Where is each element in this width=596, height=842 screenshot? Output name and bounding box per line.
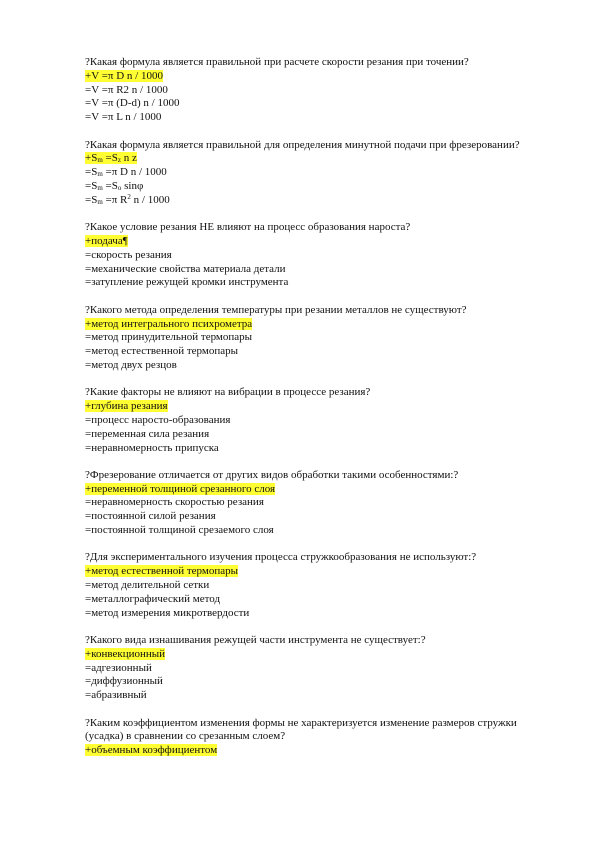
answer-option bbox=[85, 166, 525, 180]
correct-answer bbox=[85, 565, 525, 579]
answer-text: =метод естественной термопары bbox=[85, 345, 238, 358]
answer-text: =металлографический метод bbox=[85, 592, 221, 605]
correct-answer bbox=[85, 483, 525, 497]
answer-option bbox=[85, 524, 525, 538]
answer-text: +конвекционный bbox=[85, 647, 166, 660]
question-block bbox=[85, 56, 525, 125]
question-text: ?Какое условие резания НЕ влияют на процесс образования нароста? bbox=[85, 221, 411, 234]
answer-text: =неравномерность припуска bbox=[85, 441, 219, 454]
correct-answer bbox=[85, 400, 525, 414]
answer-text: $+S_m =S_z$ n z bbox=[85, 152, 137, 165]
correct-answer bbox=[85, 70, 525, 84]
answer-option bbox=[85, 607, 525, 621]
question-block bbox=[85, 386, 525, 455]
answer-option bbox=[85, 662, 525, 676]
answer-text: +объемным коэффициентом bbox=[85, 744, 218, 757]
answer-text: +метод интегрального психрометра bbox=[85, 317, 253, 330]
answer-text: +V =π D n / 1000 bbox=[85, 69, 163, 82]
answer-option bbox=[85, 111, 525, 125]
answer-option bbox=[85, 249, 525, 263]
question-block bbox=[85, 551, 525, 620]
answer-text: $=S_m =\pi$ D n / 1000 bbox=[85, 166, 167, 179]
answer-text: $=S_m =\pi$ $R^2$ n / 1000 bbox=[85, 192, 170, 206]
question-block bbox=[85, 139, 525, 208]
answer-text: =метод принудительной термопары bbox=[85, 331, 253, 344]
answer-option bbox=[85, 442, 525, 456]
answer-text: =V =π (D-d) n / 1000 bbox=[85, 97, 180, 110]
answer-option bbox=[85, 276, 525, 290]
answer-text: =адгезионный bbox=[85, 661, 152, 674]
correct-answer bbox=[85, 152, 525, 166]
answer-option bbox=[85, 345, 525, 359]
question-text: ?Какая формула является правильной при расчете скорости резания при точении? bbox=[85, 56, 469, 68]
correct-answer bbox=[85, 235, 525, 249]
answer-text: =переменная сила резания bbox=[85, 427, 210, 440]
question-text: ?Для экспериментального изучения процесса стружкообразования не используют:? bbox=[85, 551, 477, 564]
answer-option bbox=[85, 414, 525, 428]
correct-answer bbox=[85, 744, 525, 758]
correct-answer bbox=[85, 648, 525, 662]
question-block bbox=[85, 634, 525, 703]
answer-text: +метод естественной термопары bbox=[85, 565, 238, 578]
answer-option bbox=[85, 97, 525, 111]
answer-option bbox=[85, 331, 525, 345]
answer-option bbox=[85, 593, 525, 607]
question-block bbox=[85, 717, 525, 758]
answer-text: =метод делительной сетки bbox=[85, 579, 210, 592]
question-text: ?Какие факторы не влияют на вибрации в процессе резания? bbox=[85, 386, 371, 399]
answer-text: =постоянной толщиной срезаемого слоя bbox=[85, 524, 274, 537]
correct-answer bbox=[85, 318, 525, 332]
answer-text: +подача¶ bbox=[85, 234, 128, 247]
answer-option bbox=[85, 359, 525, 373]
answer-option bbox=[85, 263, 525, 277]
answer-text: =метод измерения микротвердости bbox=[85, 606, 250, 619]
question-text: ?Какого вида изнашивания режущей части инструмента не существует:? bbox=[85, 634, 426, 647]
question-text: ?Какого метода определения температуры при резании металлов не существуют? bbox=[85, 303, 467, 316]
answer-option bbox=[85, 180, 525, 194]
answer-option bbox=[85, 689, 525, 703]
answer-option bbox=[85, 510, 525, 524]
answer-option bbox=[85, 496, 525, 510]
answer-option bbox=[85, 675, 525, 689]
answer-text: =неравномерность скоростью резания bbox=[85, 496, 264, 509]
answer-text: =абразивный bbox=[85, 689, 147, 702]
question-text: ?Каким коэффициентом изменения формы не характеризуется изменение размеров стружки (усадка) в сравнении со срезанным слоем? bbox=[85, 716, 517, 743]
answer-option bbox=[85, 84, 525, 98]
question-block bbox=[85, 469, 525, 538]
question-text: ?Фрезерование отличается от других видов обработки такими особенностями:? bbox=[85, 468, 459, 481]
answer-text: =процесс наросто-образования bbox=[85, 413, 231, 426]
answer-text: =V =π L n / 1000 bbox=[85, 111, 162, 124]
answer-text: =скорость резания bbox=[85, 248, 172, 261]
answer-option bbox=[85, 194, 525, 208]
answer-text: +глубина резания bbox=[85, 400, 168, 413]
question-list bbox=[85, 56, 525, 772]
answer-text: =V =π R2 n / 1000 bbox=[85, 83, 168, 96]
question-text: ?Какая формула является правильной для определения минутной подачи при фрезеровании? bbox=[85, 138, 520, 151]
answer-text: $=S_m =S_o$ sinφ bbox=[85, 179, 144, 192]
answer-text: +переменной толщиной срезанного слоя bbox=[85, 482, 276, 495]
answer-text: =метод двух резцов bbox=[85, 358, 177, 371]
answer-text: =затупление режущей кромки инструмента bbox=[85, 276, 289, 289]
question-block bbox=[85, 221, 525, 290]
question-block bbox=[85, 304, 525, 373]
answer-text: =диффузионный bbox=[85, 675, 163, 688]
answer-text: =механические свойства материала детали bbox=[85, 262, 286, 275]
answer-option bbox=[85, 428, 525, 442]
answer-text: =постоянной силой резания bbox=[85, 510, 216, 523]
answer-option bbox=[85, 579, 525, 593]
